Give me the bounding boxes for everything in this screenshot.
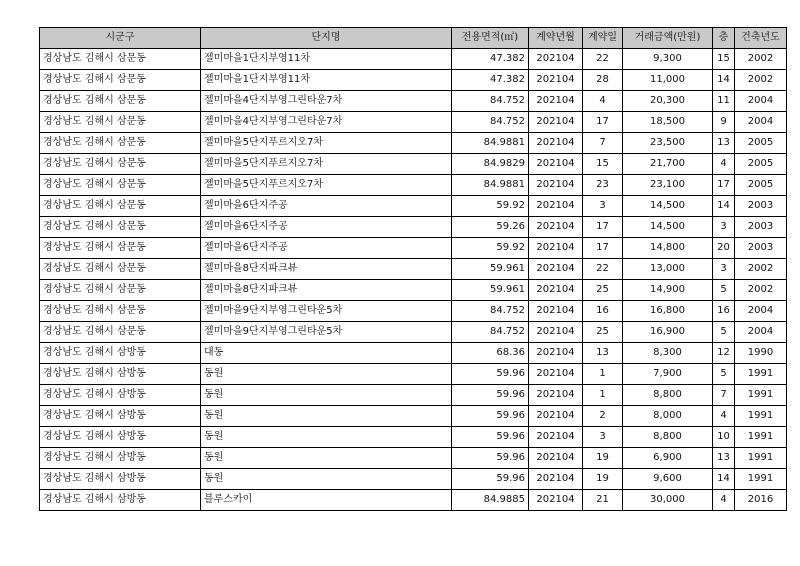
cell-contract-day: 17	[583, 217, 623, 238]
cell-district: 경상남도 김해시 삼문동	[40, 196, 201, 217]
table-row	[40, 133, 787, 154]
cell-contract-day: 4	[583, 91, 623, 112]
cell-floor: 5	[713, 364, 735, 385]
cell-price: 8,000	[623, 406, 713, 427]
cell-build-year: 2016	[735, 490, 787, 511]
cell-area: 59.96	[452, 469, 529, 490]
column-header-contract-day: 계약일	[583, 28, 623, 49]
cell-district: 경상남도 김해시 삼문동	[40, 49, 201, 70]
cell-district: 경상남도 김해시 삼문동	[40, 112, 201, 133]
cell-build-year: 2003	[735, 196, 787, 217]
cell-contract-day: 2	[583, 406, 623, 427]
cell-contract-month: 202104	[529, 322, 583, 343]
table-body	[40, 49, 787, 511]
table-row	[40, 301, 787, 322]
column-header-area: 전용면적(㎡)	[452, 28, 529, 49]
column-header-floor: 층	[713, 28, 735, 49]
cell-contract-day: 7	[583, 133, 623, 154]
cell-district: 경상남도 김해시 삼방동	[40, 364, 201, 385]
cell-floor: 4	[713, 406, 735, 427]
cell-district: 경상남도 김해시 삼문동	[40, 259, 201, 280]
cell-contract-month: 202104	[529, 196, 583, 217]
cell-district: 경상남도 김해시 삼방동	[40, 406, 201, 427]
cell-contract-day: 19	[583, 448, 623, 469]
cell-floor: 14	[713, 70, 735, 91]
cell-contract-month: 202104	[529, 490, 583, 511]
column-header-contract-month: 계약년월	[529, 28, 583, 49]
cell-floor: 5	[713, 322, 735, 343]
cell-district: 경상남도 김해시 삼방동	[40, 490, 201, 511]
cell-district: 경상남도 김해시 삼방동	[40, 385, 201, 406]
table-row	[40, 385, 787, 406]
column-header-complex: 단지명	[201, 28, 452, 49]
cell-build-year: 1990	[735, 343, 787, 364]
cell-area: 59.961	[452, 259, 529, 280]
cell-contract-day: 3	[583, 427, 623, 448]
cell-area: 84.752	[452, 112, 529, 133]
cell-price: 8,800	[623, 385, 713, 406]
cell-contract-month: 202104	[529, 217, 583, 238]
cell-build-year: 2002	[735, 280, 787, 301]
cell-floor: 5	[713, 280, 735, 301]
cell-area: 59.96	[452, 364, 529, 385]
cell-price: 14,900	[623, 280, 713, 301]
cell-complex: 젤미마을1단지부영11차	[201, 70, 452, 91]
cell-complex: 동원	[201, 469, 452, 490]
table-row	[40, 154, 787, 175]
cell-complex: 젤미마을5단지푸르지오7차	[201, 175, 452, 196]
column-header-district: 시군구	[40, 28, 201, 49]
cell-price: 14,500	[623, 196, 713, 217]
cell-price: 18,500	[623, 112, 713, 133]
cell-price: 11,000	[623, 70, 713, 91]
table-row	[40, 490, 787, 511]
cell-district: 경상남도 김해시 삼문동	[40, 301, 201, 322]
cell-complex: 젤미마을9단지부영그린타운5차	[201, 322, 452, 343]
cell-build-year: 2004	[735, 91, 787, 112]
cell-contract-month: 202104	[529, 406, 583, 427]
table-row	[40, 322, 787, 343]
cell-floor: 9	[713, 112, 735, 133]
cell-area: 59.92	[452, 238, 529, 259]
cell-build-year: 1991	[735, 448, 787, 469]
cell-floor: 11	[713, 91, 735, 112]
cell-contract-month: 202104	[529, 238, 583, 259]
cell-price: 6,900	[623, 448, 713, 469]
cell-price: 20,300	[623, 91, 713, 112]
table-row	[40, 112, 787, 133]
cell-area: 84.9881	[452, 133, 529, 154]
cell-area: 84.9829	[452, 154, 529, 175]
table-row	[40, 406, 787, 427]
cell-area: 84.752	[452, 91, 529, 112]
cell-build-year: 1991	[735, 385, 787, 406]
cell-contract-day: 1	[583, 385, 623, 406]
table-row	[40, 196, 787, 217]
cell-complex: 젤미마을9단지부영그린타운5차	[201, 301, 452, 322]
cell-contract-day: 21	[583, 490, 623, 511]
cell-price: 8,300	[623, 343, 713, 364]
cell-district: 경상남도 김해시 삼문동	[40, 133, 201, 154]
cell-floor: 20	[713, 238, 735, 259]
cell-price: 30,000	[623, 490, 713, 511]
cell-area: 47.382	[452, 49, 529, 70]
cell-district: 경상남도 김해시 삼문동	[40, 70, 201, 91]
cell-area: 68.36	[452, 343, 529, 364]
table-row	[40, 70, 787, 91]
cell-district: 경상남도 김해시 삼방동	[40, 343, 201, 364]
cell-contract-month: 202104	[529, 280, 583, 301]
cell-contract-month: 202104	[529, 133, 583, 154]
cell-floor: 12	[713, 343, 735, 364]
cell-build-year: 2005	[735, 133, 787, 154]
cell-complex: 동원	[201, 406, 452, 427]
cell-contract-month: 202104	[529, 448, 583, 469]
cell-complex: 젤미마을6단지주공	[201, 196, 452, 217]
cell-complex: 블루스카이	[201, 490, 452, 511]
apartment-transaction-table	[39, 27, 787, 511]
cell-floor: 10	[713, 427, 735, 448]
table-row	[40, 448, 787, 469]
cell-contract-month: 202104	[529, 301, 583, 322]
cell-build-year: 2004	[735, 112, 787, 133]
cell-contract-day: 25	[583, 322, 623, 343]
cell-build-year: 2004	[735, 322, 787, 343]
cell-contract-day: 17	[583, 112, 623, 133]
cell-floor: 4	[713, 154, 735, 175]
cell-price: 9,600	[623, 469, 713, 490]
cell-floor: 13	[713, 133, 735, 154]
cell-area: 59.96	[452, 448, 529, 469]
table-row	[40, 364, 787, 385]
cell-contract-day: 23	[583, 175, 623, 196]
cell-area: 84.9885	[452, 490, 529, 511]
cell-build-year: 2005	[735, 154, 787, 175]
cell-contract-month: 202104	[529, 427, 583, 448]
cell-contract-month: 202104	[529, 175, 583, 196]
cell-complex: 젤미마을5단지푸르지오7차	[201, 133, 452, 154]
cell-complex: 젤미마을8단지파크뷰	[201, 259, 452, 280]
cell-build-year: 2003	[735, 217, 787, 238]
column-header-build-year: 건축년도	[735, 28, 787, 49]
table-row	[40, 259, 787, 280]
cell-district: 경상남도 김해시 삼문동	[40, 217, 201, 238]
cell-price: 23,500	[623, 133, 713, 154]
cell-contract-day: 28	[583, 70, 623, 91]
cell-build-year: 1991	[735, 427, 787, 448]
table-row	[40, 469, 787, 490]
cell-price: 21,700	[623, 154, 713, 175]
cell-floor: 4	[713, 490, 735, 511]
cell-complex: 젤미마을5단지푸르지오7차	[201, 154, 452, 175]
cell-complex: 젤미마을8단지파크뷰	[201, 280, 452, 301]
cell-contract-day: 3	[583, 196, 623, 217]
cell-price: 16,800	[623, 301, 713, 322]
cell-complex: 동원	[201, 448, 452, 469]
cell-build-year: 2003	[735, 238, 787, 259]
cell-contract-month: 202104	[529, 70, 583, 91]
cell-build-year: 1991	[735, 364, 787, 385]
cell-contract-month: 202104	[529, 259, 583, 280]
cell-area: 47.382	[452, 70, 529, 91]
cell-contract-month: 202104	[529, 364, 583, 385]
cell-build-year: 2005	[735, 175, 787, 196]
cell-contract-day: 22	[583, 49, 623, 70]
cell-contract-day: 25	[583, 280, 623, 301]
cell-district: 경상남도 김해시 삼문동	[40, 91, 201, 112]
cell-floor: 14	[713, 469, 735, 490]
table-row	[40, 175, 787, 196]
cell-complex: 동원	[201, 427, 452, 448]
cell-complex: 동원	[201, 364, 452, 385]
cell-district: 경상남도 김해시 삼문동	[40, 280, 201, 301]
cell-complex: 젤미마을4단지부영그린타운7차	[201, 91, 452, 112]
cell-district: 경상남도 김해시 삼방동	[40, 427, 201, 448]
cell-price: 8,800	[623, 427, 713, 448]
cell-price: 14,500	[623, 217, 713, 238]
cell-district: 경상남도 김해시 삼문동	[40, 154, 201, 175]
cell-area: 59.96	[452, 406, 529, 427]
table-row	[40, 280, 787, 301]
cell-contract-month: 202104	[529, 154, 583, 175]
cell-floor: 3	[713, 259, 735, 280]
table-row	[40, 343, 787, 364]
cell-complex: 동원	[201, 385, 452, 406]
cell-price: 23,100	[623, 175, 713, 196]
cell-complex: 젤미마을6단지주공	[201, 217, 452, 238]
column-header-price: 거래금액(만원)	[623, 28, 713, 49]
cell-contract-month: 202104	[529, 385, 583, 406]
cell-contract-day: 22	[583, 259, 623, 280]
cell-contract-day: 13	[583, 343, 623, 364]
cell-build-year: 2004	[735, 301, 787, 322]
cell-complex: 대동	[201, 343, 452, 364]
cell-price: 14,800	[623, 238, 713, 259]
table-row	[40, 427, 787, 448]
cell-price: 9,300	[623, 49, 713, 70]
cell-contract-month: 202104	[529, 91, 583, 112]
cell-contract-day: 15	[583, 154, 623, 175]
cell-floor: 16	[713, 301, 735, 322]
cell-area: 59.961	[452, 280, 529, 301]
header-row	[40, 28, 787, 49]
cell-district: 경상남도 김해시 삼문동	[40, 175, 201, 196]
cell-contract-day: 17	[583, 238, 623, 259]
cell-contract-month: 202104	[529, 343, 583, 364]
table-row	[40, 238, 787, 259]
cell-build-year: 2002	[735, 70, 787, 91]
cell-build-year: 2002	[735, 259, 787, 280]
cell-area: 59.92	[452, 196, 529, 217]
cell-price: 13,000	[623, 259, 713, 280]
cell-district: 경상남도 김해시 삼방동	[40, 448, 201, 469]
cell-contract-month: 202104	[529, 469, 583, 490]
transaction-sheet	[39, 27, 787, 511]
cell-complex: 젤미마을4단지부영그린타운7차	[201, 112, 452, 133]
cell-area: 59.96	[452, 427, 529, 448]
cell-area: 84.752	[452, 301, 529, 322]
cell-build-year: 2002	[735, 49, 787, 70]
cell-complex: 젤미마을6단지주공	[201, 238, 452, 259]
cell-district: 경상남도 김해시 삼문동	[40, 238, 201, 259]
cell-area: 59.26	[452, 217, 529, 238]
cell-floor: 15	[713, 49, 735, 70]
cell-contract-day: 1	[583, 364, 623, 385]
cell-district: 경상남도 김해시 삼문동	[40, 322, 201, 343]
cell-floor: 7	[713, 385, 735, 406]
cell-price: 16,900	[623, 322, 713, 343]
cell-complex: 젤미마을1단지부영11차	[201, 49, 452, 70]
cell-contract-month: 202104	[529, 112, 583, 133]
cell-floor: 17	[713, 175, 735, 196]
table-row	[40, 91, 787, 112]
cell-floor: 13	[713, 448, 735, 469]
cell-area: 59.96	[452, 385, 529, 406]
cell-district: 경상남도 김해시 삼방동	[40, 469, 201, 490]
cell-contract-day: 16	[583, 301, 623, 322]
cell-area: 84.9881	[452, 175, 529, 196]
cell-build-year: 1991	[735, 406, 787, 427]
cell-contract-day: 19	[583, 469, 623, 490]
cell-build-year: 1991	[735, 469, 787, 490]
cell-area: 84.752	[452, 322, 529, 343]
cell-floor: 3	[713, 217, 735, 238]
table-row	[40, 217, 787, 238]
cell-price: 7,900	[623, 364, 713, 385]
table-row	[40, 49, 787, 70]
cell-contract-month: 202104	[529, 49, 583, 70]
cell-floor: 14	[713, 196, 735, 217]
